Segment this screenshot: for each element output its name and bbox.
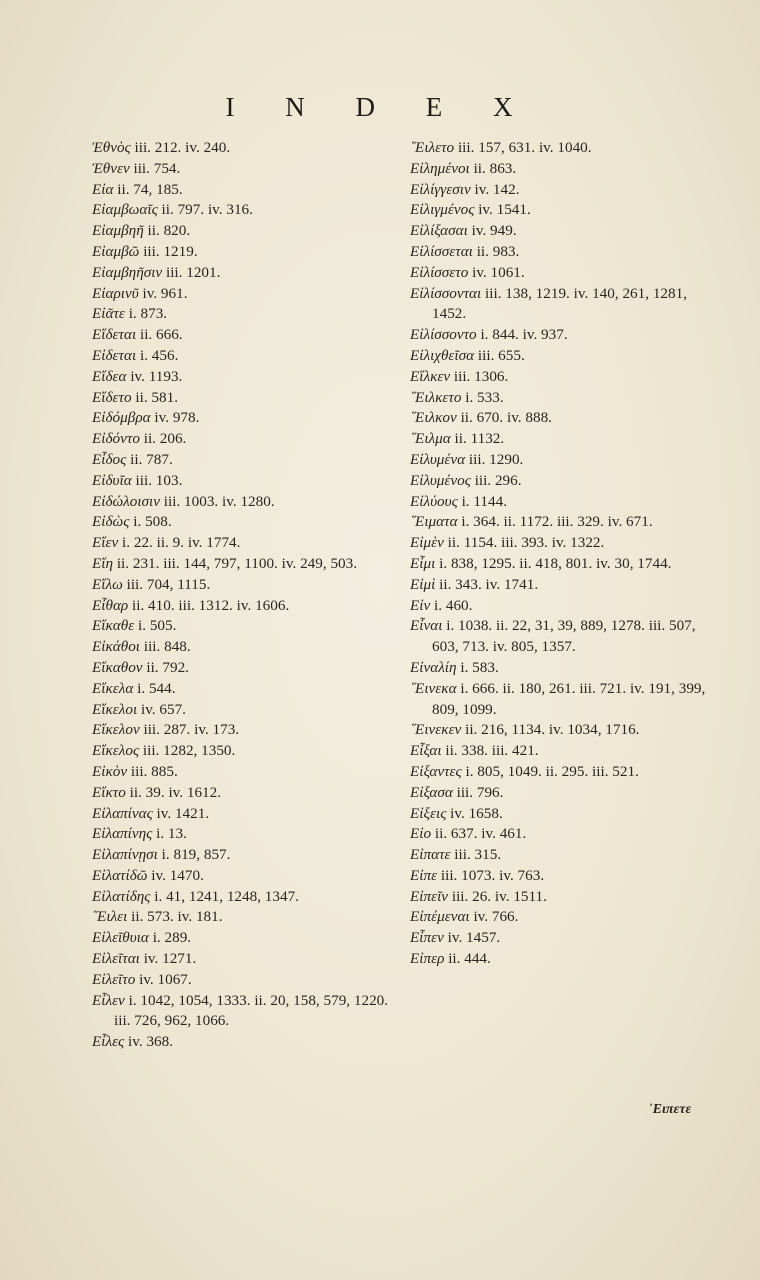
entry-headword: Εἰδόμβρα bbox=[92, 409, 151, 427]
index-entry bbox=[92, 637, 392, 658]
entry-references: iv. 1061. bbox=[472, 263, 525, 281]
index-entry bbox=[92, 866, 392, 887]
entry-headword: Εἴκτο bbox=[92, 783, 126, 801]
entry-references: ii. 74, 185. bbox=[117, 180, 183, 198]
entry-headword: Εἰαμβηῆσιν bbox=[92, 263, 163, 281]
entry-headword: Εἰξαντες bbox=[410, 762, 462, 780]
entry-headword: Εἶπεν bbox=[410, 929, 444, 947]
index-entry bbox=[410, 242, 710, 263]
index-entry bbox=[92, 325, 392, 346]
entry-references: i. 544. bbox=[137, 679, 176, 697]
entry-references: iv. 1193. bbox=[130, 367, 183, 385]
entry-headword: Εἰαμβῶ bbox=[92, 242, 140, 260]
entry-references: i. 1144. bbox=[461, 492, 507, 510]
index-entry bbox=[410, 554, 710, 575]
index-entry bbox=[92, 762, 392, 783]
index-entry bbox=[410, 616, 710, 658]
entry-references: i. 41, 1241, 1248, 1347. bbox=[154, 887, 299, 905]
index-entry bbox=[92, 596, 392, 617]
entry-headword: Εἰλεῖται bbox=[92, 950, 140, 968]
entry-headword: Εἰλιχθεῖσα bbox=[410, 346, 475, 364]
index-entry bbox=[410, 388, 710, 409]
entry-headword: Εἰξεις bbox=[410, 804, 447, 822]
entry-headword: Εἴκελος bbox=[92, 742, 140, 760]
entry-references: i. 533. bbox=[465, 388, 504, 406]
entry-references: ii. 343. iv. 1741. bbox=[439, 575, 539, 593]
entry-references: ii. 206. bbox=[143, 430, 187, 448]
entry-references: ii. 581. bbox=[135, 388, 178, 406]
index-entry bbox=[410, 949, 710, 970]
index-entry bbox=[92, 471, 392, 492]
index-entry bbox=[410, 429, 710, 450]
entry-headword: Εἰδὼς bbox=[92, 513, 130, 531]
index-entry bbox=[410, 512, 710, 533]
entry-headword: Εἰλίξασαι bbox=[410, 222, 468, 240]
entry-references: iii. 796. bbox=[456, 783, 504, 801]
entry-references: ii. 1132. bbox=[454, 430, 505, 448]
entry-references: iii. 157, 631. iv. 1040. bbox=[457, 139, 592, 156]
index-entry bbox=[92, 658, 392, 679]
index-entry bbox=[410, 741, 710, 762]
entry-headword: Εἶλες bbox=[92, 1033, 125, 1051]
index-entry bbox=[92, 970, 392, 991]
entry-references: ii. 863. bbox=[473, 159, 517, 177]
index-entry bbox=[92, 492, 392, 513]
entry-references: iv. 1457. bbox=[447, 929, 501, 947]
entry-headword: Εἴλω bbox=[92, 575, 123, 593]
entry-headword: Εἰπατε bbox=[410, 846, 451, 864]
entry-headword: Εἰλυμένος bbox=[410, 471, 471, 489]
index-entry bbox=[410, 180, 710, 201]
entry-references: ii. 1154. iii. 393. iv. 1322. bbox=[447, 534, 605, 552]
entry-headword: Εἶξαι bbox=[410, 742, 442, 760]
entry-references: ii. 820. bbox=[147, 222, 191, 240]
entry-references: iv. 961. bbox=[142, 284, 188, 302]
entry-references: iii. 885. bbox=[130, 762, 178, 780]
entry-headword: Εἰλατίδης bbox=[92, 887, 151, 905]
entry-headword: Εἴδετο bbox=[92, 388, 132, 406]
entry-references: iii. 1282, 1350. bbox=[142, 742, 236, 760]
entry-headword: ῞Ειλκετο bbox=[410, 388, 462, 406]
entry-references: ii. 338. iii. 421. bbox=[445, 742, 539, 760]
entry-headword: Εἰαμβηῆ bbox=[92, 222, 144, 240]
entry-headword: Εἰδεται bbox=[92, 346, 137, 364]
entry-headword: Εἴκελοι bbox=[92, 700, 138, 718]
entry-headword: Εἰλαπίνας bbox=[92, 804, 153, 822]
index-entry bbox=[410, 804, 710, 825]
index-entry bbox=[92, 450, 392, 471]
index-entry bbox=[92, 284, 392, 305]
entry-references: ii. 637. iv. 461. bbox=[434, 825, 527, 843]
index-entry bbox=[92, 138, 392, 159]
entry-references: i. 13. bbox=[156, 825, 187, 843]
entry-references: iii. 287. iv. 173. bbox=[143, 721, 240, 739]
entry-references: ii. 666. bbox=[139, 326, 183, 344]
entry-references: iv. 949. bbox=[471, 222, 517, 240]
entry-references: iv. 1470. bbox=[151, 866, 204, 884]
index-entry bbox=[410, 450, 710, 471]
entry-references: ii. 797. iv. 316. bbox=[161, 201, 253, 219]
entry-headword: Εἰλεῖτο bbox=[92, 970, 136, 988]
entry-headword: Εἰλίσσεται bbox=[410, 242, 473, 260]
index-entry bbox=[410, 159, 710, 180]
index-entry bbox=[410, 596, 710, 617]
index-entry bbox=[92, 429, 392, 450]
entry-headword: Εἴκαθον bbox=[92, 658, 143, 676]
entry-references: i. 22. ii. 9. iv. 1774. bbox=[122, 534, 241, 552]
entry-references: iv. 1541. bbox=[478, 201, 531, 219]
index-entry bbox=[410, 263, 710, 284]
entry-references: iv. 1271. bbox=[143, 950, 197, 968]
index-entry bbox=[92, 304, 392, 325]
entry-headword: Εἰδόντο bbox=[92, 430, 140, 448]
index-entry bbox=[92, 845, 392, 866]
entry-headword: Εἰπεῖν bbox=[410, 887, 449, 905]
entry-references: iv. 1067. bbox=[139, 970, 192, 988]
entry-references: i. 1042, 1054, 1333. ii. 20, 158, 579, 1220. iii. 726, 962, 1066. bbox=[114, 991, 389, 1030]
entry-references: ii. 444. bbox=[448, 950, 491, 968]
entry-references: iii. 1201. bbox=[165, 263, 221, 281]
entry-references: iii. 655. bbox=[477, 346, 525, 364]
entry-headword: Εἰδώλοισιν bbox=[92, 492, 160, 510]
index-entry bbox=[92, 907, 392, 928]
entry-headword: Εἰπε bbox=[410, 866, 438, 884]
entry-references: i. 838, 1295. ii. 418, 801. iv. 30, 1744. bbox=[439, 554, 672, 572]
entry-headword: ῞Εινεκα bbox=[410, 679, 457, 697]
entry-headword: Εἰλεῖθυια bbox=[92, 929, 149, 947]
entry-headword: Εἴδεται bbox=[92, 326, 137, 344]
index-entry bbox=[410, 887, 710, 908]
entry-references: i. 844. iv. 937. bbox=[480, 326, 568, 344]
entry-references: ii. 983. bbox=[476, 242, 520, 260]
entry-headword: Εἰξασα bbox=[410, 783, 453, 801]
index-entry bbox=[410, 575, 710, 596]
entry-headword: Εἰμὶ bbox=[410, 575, 436, 593]
index-entry bbox=[410, 783, 710, 804]
entry-headword: ῞Ειλει bbox=[92, 908, 128, 926]
index-entry bbox=[410, 658, 710, 679]
index-entry bbox=[410, 200, 710, 221]
entry-references: iii. 754. bbox=[133, 159, 181, 177]
entry-headword: Εἵλκεν bbox=[410, 367, 451, 385]
index-entry bbox=[92, 804, 392, 825]
entry-headword: Εἴη bbox=[92, 554, 114, 572]
index-entry bbox=[410, 845, 710, 866]
index-entry bbox=[92, 263, 392, 284]
entry-references: iv. 142. bbox=[474, 180, 520, 198]
index-entry bbox=[410, 928, 710, 949]
entry-headword: ῞Εινεκεν bbox=[410, 721, 462, 739]
index-entry bbox=[92, 783, 392, 804]
entry-headword: ῞Ειλετο bbox=[410, 139, 455, 156]
index-entry bbox=[92, 180, 392, 201]
entry-references: iii. 848. bbox=[143, 638, 191, 656]
index-entry bbox=[410, 138, 710, 159]
entry-headword: Εἶμι bbox=[410, 554, 436, 572]
index-entry bbox=[410, 471, 710, 492]
entry-references: ii. 231. iii. 144, 797, 1100. iv. 249, 503. bbox=[116, 554, 358, 572]
entry-references: i. 505. bbox=[138, 617, 177, 635]
entry-headword: Εἰπέμεναι bbox=[410, 908, 470, 926]
entry-references: iii. 103. bbox=[135, 471, 183, 489]
entry-headword: Εἰκάθοι bbox=[92, 638, 141, 656]
entry-references: iii. 704, 1115. bbox=[126, 575, 211, 593]
entry-headword: Ἐθνὸς bbox=[92, 139, 131, 156]
entry-headword: ῞Ειλμα bbox=[410, 430, 451, 448]
entry-references: iii. 1073. iv. 763. bbox=[440, 866, 545, 884]
entry-references: i. 819, 857. bbox=[161, 846, 231, 864]
entry-headword: Εἶλεν bbox=[92, 991, 125, 1009]
entry-headword: Εἰᾶτε bbox=[92, 305, 125, 323]
entry-references: ii. 792. bbox=[146, 658, 189, 676]
index-entry bbox=[92, 928, 392, 949]
index-entry bbox=[410, 824, 710, 845]
index-entry bbox=[92, 949, 392, 970]
entry-headword: Εἰλύους bbox=[410, 492, 458, 510]
index-entry bbox=[410, 762, 710, 783]
entry-headword: Εἶναι bbox=[410, 617, 443, 635]
index-entry bbox=[92, 200, 392, 221]
entry-headword: Εἶδος bbox=[92, 450, 127, 468]
entry-headword: Εἴδεα bbox=[92, 367, 127, 385]
entry-references: iv. 657. bbox=[140, 700, 186, 718]
entry-references: i. 805, 1049. ii. 295. iii. 521. bbox=[465, 762, 639, 780]
index-entry bbox=[92, 991, 392, 1033]
index-entry bbox=[92, 575, 392, 596]
index-entry bbox=[92, 824, 392, 845]
entry-references: iv. 978. bbox=[154, 409, 200, 427]
entry-headword: Εἴκαθε bbox=[92, 617, 135, 635]
entry-headword: Εἰλιγμένος bbox=[410, 201, 475, 219]
entry-references: iii. 138, 1219. iv. 140, 261, 1281, 1452. bbox=[432, 284, 687, 323]
entry-references: iii. 212. iv. 240. bbox=[134, 139, 231, 156]
entry-headword: Εἰλίσσονται bbox=[410, 284, 482, 302]
index-entry bbox=[410, 866, 710, 887]
entry-references: iii. 1219. bbox=[143, 242, 198, 260]
entry-headword: Εἰναλίη bbox=[410, 658, 457, 676]
entry-references: iii. 1290. bbox=[468, 450, 524, 468]
entry-references: ii. 39. iv. 1612. bbox=[129, 783, 222, 801]
index-entry bbox=[92, 887, 392, 908]
index-entry bbox=[410, 907, 710, 928]
entry-references: ii. 216, 1134. iv. 1034, 1716. bbox=[465, 721, 640, 739]
entry-headword: Εἰλαπίνης bbox=[92, 825, 153, 843]
entry-references: iv. 1421. bbox=[156, 804, 210, 822]
index-entry bbox=[92, 741, 392, 762]
entry-references: iv. 766. bbox=[473, 908, 519, 926]
index-entry bbox=[410, 408, 710, 429]
entry-headword: Εἰο bbox=[410, 825, 432, 843]
right-column bbox=[410, 138, 710, 970]
entry-references: i. 583. bbox=[460, 658, 499, 676]
index-entry bbox=[92, 533, 392, 554]
entry-headword: Εἰκὸν bbox=[92, 762, 128, 780]
page-title: I N D E X bbox=[225, 92, 535, 122]
entry-references: i. 460. bbox=[434, 596, 473, 614]
entry-headword: Εἰν bbox=[410, 596, 431, 614]
index-entry bbox=[92, 720, 392, 741]
index-entry bbox=[410, 284, 710, 326]
index-entry bbox=[410, 679, 710, 721]
index-entry bbox=[92, 159, 392, 180]
entry-headword: Εἰαμβωαῖς bbox=[92, 201, 158, 219]
index-entry bbox=[92, 512, 392, 533]
catchword: ᾿Ειπετε bbox=[648, 1102, 692, 1117]
entry-references: i. 1038. ii. 22, 31, 39, 889, 1278. iii. 507, 603, 713. iv. 805, 1357. bbox=[432, 617, 696, 656]
entry-references: iii. 296. bbox=[474, 471, 522, 489]
entry-headword: Εἰλαπίνῃσι bbox=[92, 846, 158, 864]
entry-references: i. 666. ii. 180, 261. iii. 721. iv. 191, 399, 809, 1099. bbox=[432, 679, 706, 718]
entry-headword: ῞Ειματα bbox=[410, 513, 458, 531]
entry-references: iii. 315. bbox=[454, 846, 502, 864]
entry-references: i. 364. ii. 1172. iii. 329. iv. 671. bbox=[461, 513, 653, 531]
entry-references: ii. 670. iv. 888. bbox=[460, 409, 552, 427]
entry-headword: Εἰαρινῦ bbox=[92, 284, 139, 302]
entry-headword: Εἰλημένοι bbox=[410, 159, 470, 177]
index-entry bbox=[92, 346, 392, 367]
entry-references: iv. 368. bbox=[128, 1033, 174, 1051]
index-entry bbox=[92, 679, 392, 700]
entry-references: iv. 1658. bbox=[450, 804, 503, 822]
index-entry bbox=[410, 367, 710, 388]
index-entry bbox=[410, 346, 710, 367]
entry-headword: Εἴκελα bbox=[92, 679, 134, 697]
entry-references: iii. 1003. iv. 1280. bbox=[163, 492, 275, 510]
entry-headword: Εἶθαρ bbox=[92, 596, 129, 614]
index-entry bbox=[410, 325, 710, 346]
entry-references: ii. 573. iv. 181. bbox=[131, 908, 223, 926]
entry-headword: Εἰα bbox=[92, 180, 114, 198]
index-entry bbox=[92, 367, 392, 388]
index-entry bbox=[92, 388, 392, 409]
entry-headword: Εἰπερ bbox=[410, 950, 445, 968]
entry-references: i. 456. bbox=[139, 346, 179, 364]
entry-headword: Εἰλατίδῶ bbox=[92, 866, 148, 884]
entry-references: iii. 26. iv. 1511. bbox=[451, 887, 547, 905]
index-entry bbox=[410, 492, 710, 513]
entry-headword: Εἰλίσσοντο bbox=[410, 326, 477, 344]
index-entry bbox=[410, 720, 710, 741]
left-column bbox=[92, 138, 392, 1053]
entry-references: i. 873. bbox=[128, 305, 168, 323]
index-entry bbox=[92, 242, 392, 263]
index-entry bbox=[92, 554, 392, 575]
entry-references: i. 508. bbox=[133, 513, 172, 531]
index-entry bbox=[410, 533, 710, 554]
entry-headword: Ἐθνεν bbox=[92, 159, 130, 177]
entry-references: i. 289. bbox=[152, 929, 192, 947]
entry-headword: ῞Ειλκον bbox=[410, 409, 457, 427]
index-entry bbox=[92, 700, 392, 721]
index-entry bbox=[92, 616, 392, 637]
entry-headword: Εἰλίσσετο bbox=[410, 263, 469, 281]
index-entry bbox=[410, 221, 710, 242]
entry-headword: Εἰδυῖα bbox=[92, 471, 132, 489]
entry-headword: Εἰλίγγεσιν bbox=[410, 180, 471, 198]
index-entry bbox=[92, 408, 392, 429]
entry-headword: Εἴκελον bbox=[92, 721, 140, 739]
entry-references: ii. 787. bbox=[130, 450, 173, 468]
entry-references: iii. 1306. bbox=[453, 367, 509, 385]
entry-headword: Εἰμὲν bbox=[410, 534, 444, 552]
entry-references: ii. 410. iii. 1312. iv. 1606. bbox=[132, 596, 290, 614]
entry-headword: Εἰλυμένα bbox=[410, 450, 466, 468]
index-entry bbox=[92, 1032, 392, 1053]
index-entry bbox=[92, 221, 392, 242]
entry-headword: Εἴεν bbox=[92, 534, 119, 552]
